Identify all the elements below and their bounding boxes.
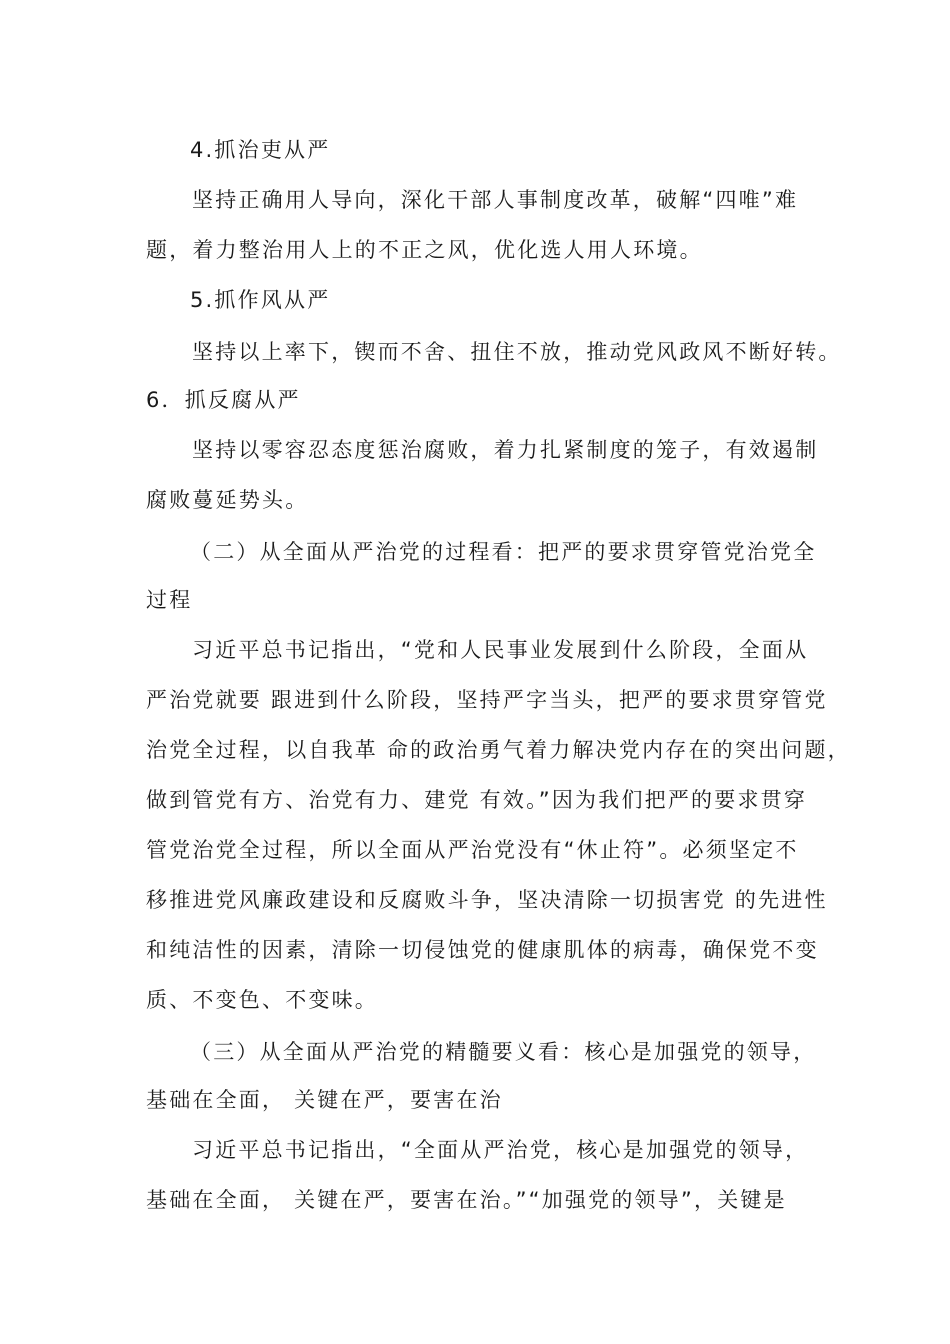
section-heading-3: （三）从全面从严治党的精髓要义看：核心是加强党的领导， bbox=[190, 1040, 817, 1064]
paragraph-line: 严治党就要 跟进到什么阶段，坚持严字当头，把严的要求贯穿管党 bbox=[146, 688, 828, 712]
paragraph-line: 坚持以零容忍态度惩治腐败，着力扎紧制度的笼子，有效遏制 bbox=[192, 438, 819, 462]
section-heading-2-cont: 过程 bbox=[146, 588, 193, 612]
paragraph-line: 基础在全面， 关键在严，要害在治。”“加强党的领导”，关键是 bbox=[146, 1188, 787, 1212]
paragraph-line: 和纯洁性的因素，清除一切侵蚀党的健康肌体的病毒，确保党不变 bbox=[146, 938, 819, 962]
paragraph-line: 题，着力整治用人上的不正之风，优化选人用人环境。 bbox=[146, 238, 703, 262]
paragraph-line: 管党治党全过程，所以全面从严治党没有“休止符”。必须坚定不 bbox=[146, 838, 799, 862]
paragraph-line: 习近平总书记指出，“党和人民事业发展到什么阶段，全面从 bbox=[192, 638, 809, 662]
paragraph-line: 坚持正确用人导向，深化干部人事制度改革，破解“四唯”难 bbox=[192, 188, 799, 212]
paragraph-line: 习近平总书记指出，“全面从严治党，核心是加强党的领导， bbox=[192, 1138, 809, 1162]
paragraph-line: 腐败蔓延势头。 bbox=[146, 488, 309, 512]
subheading-5: 5.抓作风从严 bbox=[190, 288, 331, 312]
paragraph-line: 质、不变色、不变味。 bbox=[146, 988, 378, 1012]
paragraph-line: 做到管党有方、治党有力、建党 有效。”因为我们把严的要求贯穿 bbox=[146, 788, 808, 812]
section-heading-3-cont: 基础在全面， 关键在严，要害在治 bbox=[146, 1088, 503, 1112]
subheading-6: 6．抓反腐从严 bbox=[146, 388, 301, 412]
section-heading-2: （二）从全面从严治党的过程看：把严的要求贯穿管党治党全 bbox=[190, 540, 817, 564]
paragraph-line: 移推进党风廉政建设和反腐败斗争，坚决清除一切损害党 的先进性 bbox=[146, 888, 828, 912]
paragraph-line: 治党全过程，以自我革 命的政治勇气着力解决党内存在的突出问题， bbox=[146, 738, 851, 762]
subheading-4: 4.抓治吏从严 bbox=[190, 138, 331, 162]
paragraph-line: 坚持以上率下，锲而不舍、扭住不放，推动党风政风不断好转。 bbox=[192, 340, 842, 364]
